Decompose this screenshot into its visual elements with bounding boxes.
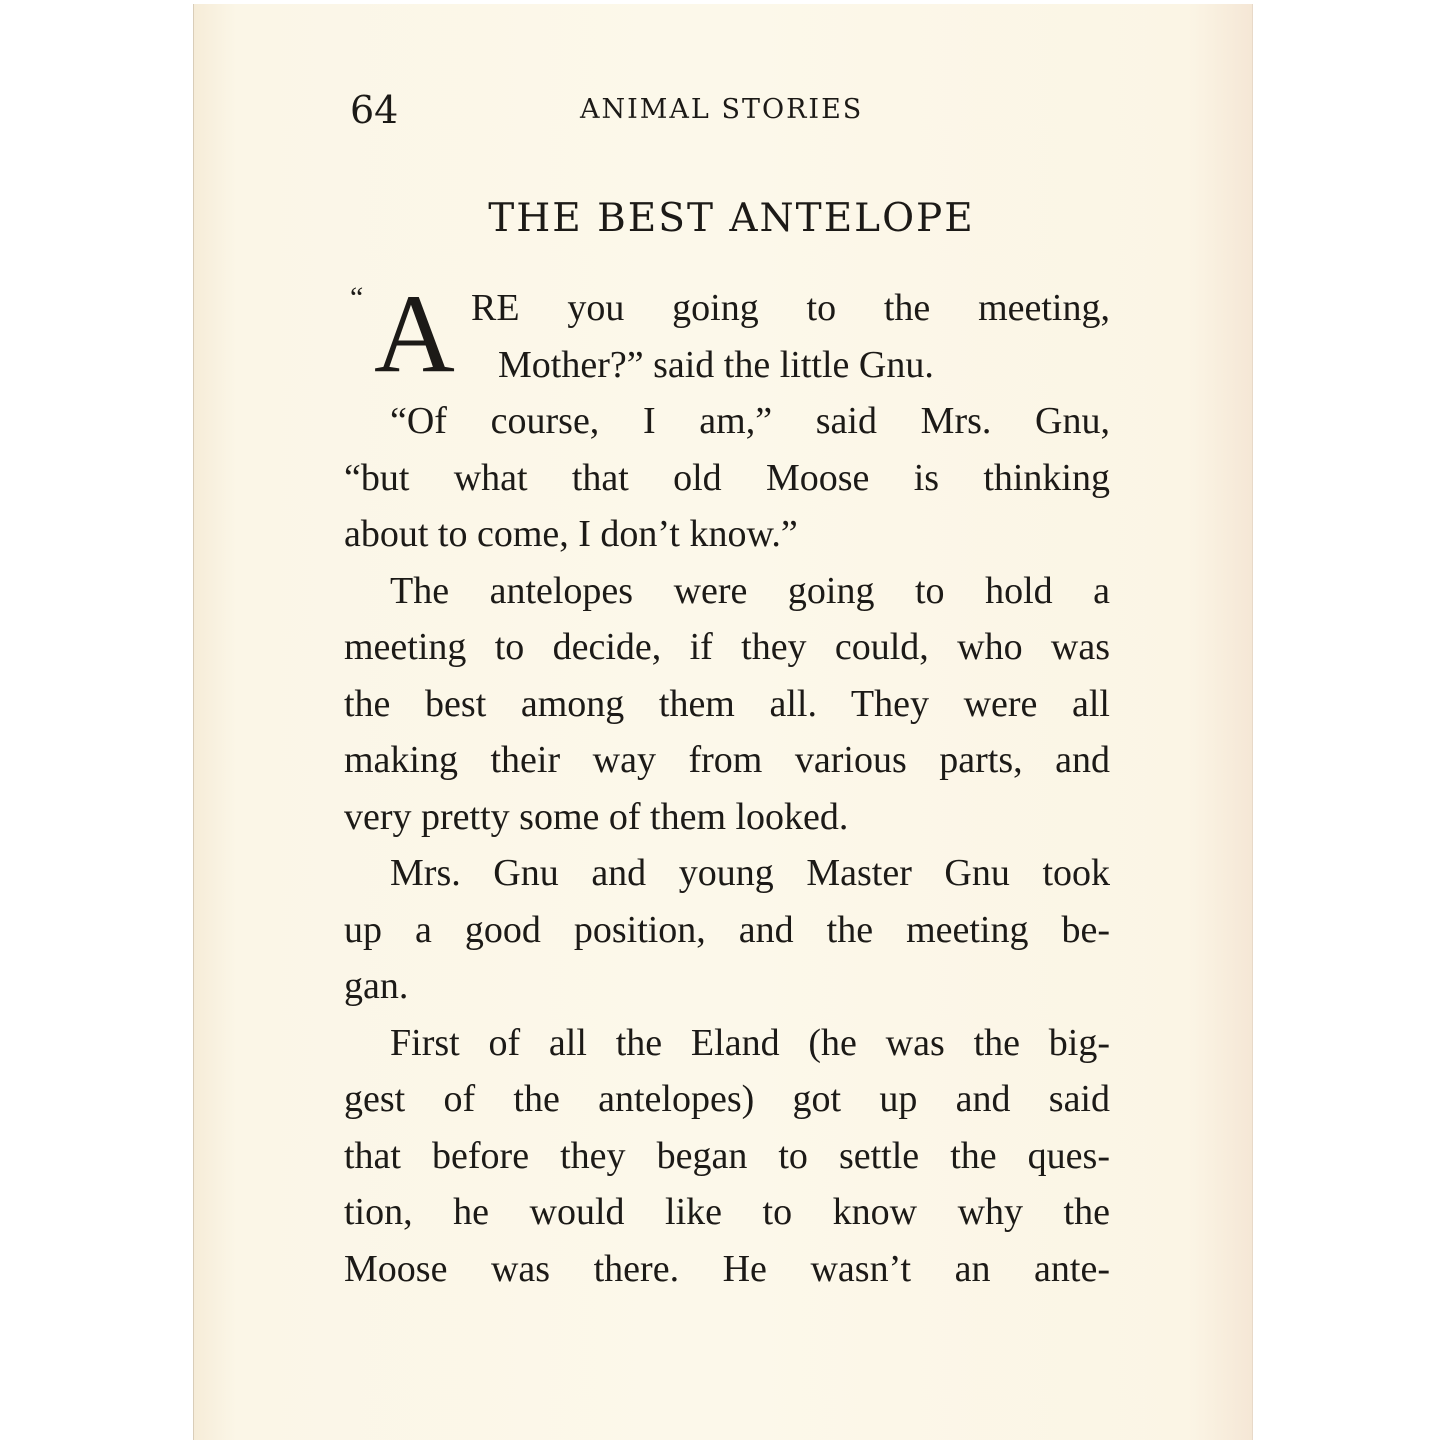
drop-cap: A [374,272,455,396]
text-line: The antelopes were going to hold a [390,569,1110,612]
text-line: Moose was there. He wasn’t an ante- [344,1247,1110,1290]
text-line: “but what that old Moose is thinking [344,456,1110,499]
page-number: 64 [350,88,399,132]
text-line: gan. [344,965,409,1007]
text-line: Mother?” said the little Gnu. [498,343,934,386]
text-line: First of all the Eland (he was the big- [390,1021,1110,1064]
text-line: the best among them all. They were all [344,682,1110,725]
book-page [193,4,1253,1440]
text-line: tion, he would like to know why the [344,1191,1110,1233]
text-line: about to come, I don’t know.” [344,513,798,555]
book-title: ANIMAL STORIES [580,94,864,125]
text-line: “Of course, I am,” said Mrs. Gnu, [390,400,1110,442]
text-line: very pretty some of them looked. [344,795,849,838]
text-line: up a good position, and the meeting be- [344,908,1110,951]
body-text [344,272,1110,1297]
opening-paragraph [344,272,1110,396]
chapter-title: THE BEST ANTELOPE [488,196,975,241]
text-line: that before they began to settle the ques- [344,1134,1110,1177]
text-line: making their way from various parts, and [344,739,1110,781]
text-line: Mrs. Gnu and young Master Gnu took [390,852,1110,894]
text-line: gest of the antelopes) got up and said [344,1078,1110,1120]
opening-quote-mark: “ [350,281,364,314]
running-head [344,82,1104,138]
text-line: RE you going to the meeting, [471,287,1110,329]
text-line: meeting to decide, if they could, who was [344,626,1110,668]
